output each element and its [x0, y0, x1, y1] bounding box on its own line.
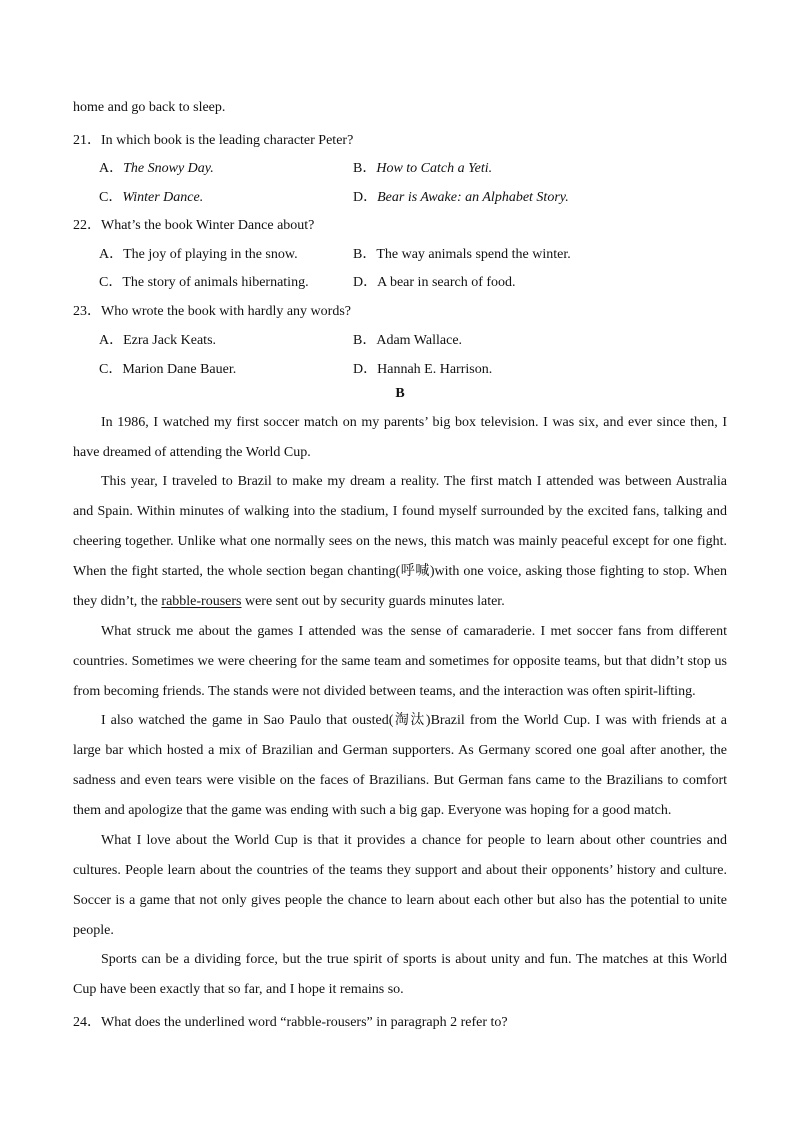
paragraph-line: Cup have been exactly that so far, and I hope it remains so.	[73, 982, 404, 997]
option-label: B．	[353, 247, 377, 262]
question-23-option-c[interactable]	[99, 358, 236, 378]
passage-paragraph-3	[73, 617, 727, 707]
question-22-option-a[interactable]	[99, 243, 298, 263]
question-23-stem: 23．Who wrote the book with hardly any words?	[73, 304, 351, 319]
paragraph-line: cultures. People learn about the countries of the teams they support and about their opponents’ history and culture.	[73, 863, 727, 878]
passage-paragraph-4	[73, 706, 727, 826]
option-text: The way animals spend the winter.	[376, 247, 571, 262]
question-23-option-d[interactable]	[353, 358, 492, 378]
paragraph-line: them and apologize that the game was ending with such a big gap. Everyone was hoping for a good match.	[73, 803, 672, 818]
paragraph-line: Sports can be a dividing force, but the true spirit of sports is about unity and fun. The matches at this World	[101, 952, 727, 967]
paragraph-line: Soccer is a game that not only gives people the chance to learn about each other but also has the potential to unite	[73, 893, 727, 908]
option-label: C．	[99, 362, 123, 377]
option-text: A bear in search of food.	[377, 275, 516, 290]
paragraph-line: What I love about the World Cup is that it provides a chance for people to learn about other countries and	[101, 833, 727, 848]
option-text: Adam Wallace.	[376, 333, 463, 348]
option-label: C．	[99, 275, 123, 290]
question-22-option-d[interactable]	[353, 271, 516, 291]
line-text: they didn’t, the	[73, 594, 162, 609]
paragraph-line: have dreamed of attending the World Cup.	[73, 445, 311, 460]
paragraph-line: This year, I traveled to Brazil to make my dream a reality. The first match I attended was between Australia	[101, 474, 727, 489]
option-label: D．	[353, 362, 378, 377]
option-label: C．	[99, 190, 123, 205]
question-23-option-a[interactable]	[99, 329, 216, 349]
option-text: Hannah E. Harrison.	[377, 362, 493, 377]
option-text: The story of animals hibernating.	[122, 275, 309, 290]
option-text: How to Catch a Yeti.	[376, 161, 493, 176]
underlined-word: rabble-rousers	[161, 594, 242, 609]
paragraph-line	[73, 587, 727, 617]
option-label: A．	[99, 247, 124, 262]
paragraph-line: When the fight started, the whole section began chanting(呼喊)with one voice, asking those fighting to stop. When	[73, 564, 727, 579]
option-text: Ezra Jack Keats.	[123, 333, 217, 348]
option-label: A．	[99, 161, 124, 176]
question-21-option-a[interactable]	[99, 157, 214, 177]
option-label: B．	[353, 161, 377, 176]
option-label: D．	[353, 190, 378, 205]
question-21-stem: 21．In which book is the leading character Peter?	[73, 133, 354, 148]
option-label: D．	[353, 275, 378, 290]
line-text: were sent out by security guards minutes later.	[241, 594, 505, 609]
paragraph-line: people.	[73, 923, 114, 938]
paragraph-line: and Spain. Within minutes of walking into the stadium, I found myself surrounded by the excited fans, talking and	[73, 504, 727, 519]
option-text: Winter Dance.	[122, 190, 204, 205]
passage-paragraph-2	[73, 467, 727, 617]
paragraph-line: countries. Sometimes we were cheering for the same team and sometimes for opposite teams, but that didn’t stop us	[73, 654, 727, 669]
question-22-stem: 22．What’s the book Winter Dance about?	[73, 218, 315, 233]
option-text: The Snowy Day.	[123, 161, 214, 176]
paragraph-line: cheering together. Unlike what one normally sees on the news, this match was mainly peaceful except for one fight.	[73, 534, 727, 549]
option-text: Bear is Awake: an Alphabet Story.	[377, 190, 569, 205]
passage-paragraph-5	[73, 826, 727, 946]
paragraph-line: large bar which hosted a mix of Brazilian and German supporters. As Germany scored one goal after another, the	[73, 743, 727, 758]
option-text: Marion Dane Bauer.	[122, 362, 237, 377]
question-22-option-c[interactable]	[99, 271, 309, 291]
question-22-option-b[interactable]	[353, 243, 571, 263]
passage-paragraph-1	[73, 408, 727, 468]
paragraph-line: sadness and even tears were visible on the faces of Brazilians. But German fans came to the Brazilians to comfort	[73, 773, 727, 788]
question-21-option-c[interactable]	[99, 186, 203, 206]
paragraph-line: In 1986, I watched my first soccer match on my parents’ big box television. I was six, and ever since then, I	[101, 415, 727, 430]
question-21-option-b[interactable]	[353, 157, 492, 177]
paragraph-line: I also watched the game in Sao Paulo that ousted(淘汰)Brazil from the World Cup. I was with friends at a	[101, 713, 727, 728]
paragraph-line: from becoming friends. The stands were not divided between teams, and the interaction was often spirit-lifting.	[73, 684, 696, 699]
option-label: B．	[353, 333, 377, 348]
section-title: B	[395, 386, 405, 401]
previous-passage-last-line: home and go back to sleep.	[73, 100, 226, 115]
question-23-option-b[interactable]	[353, 329, 462, 349]
question-24-stem: 24．What does the underlined word “rabble-rousers” in paragraph 2 refer to?	[73, 1015, 508, 1030]
passage-paragraph-6	[73, 945, 727, 1005]
option-label: A．	[99, 333, 124, 348]
option-text: The joy of playing in the snow.	[123, 247, 298, 262]
question-21-option-d[interactable]	[353, 186, 569, 206]
paragraph-line: What struck me about the games I attended was the sense of camaraderie. I met soccer fans from different	[101, 624, 727, 639]
